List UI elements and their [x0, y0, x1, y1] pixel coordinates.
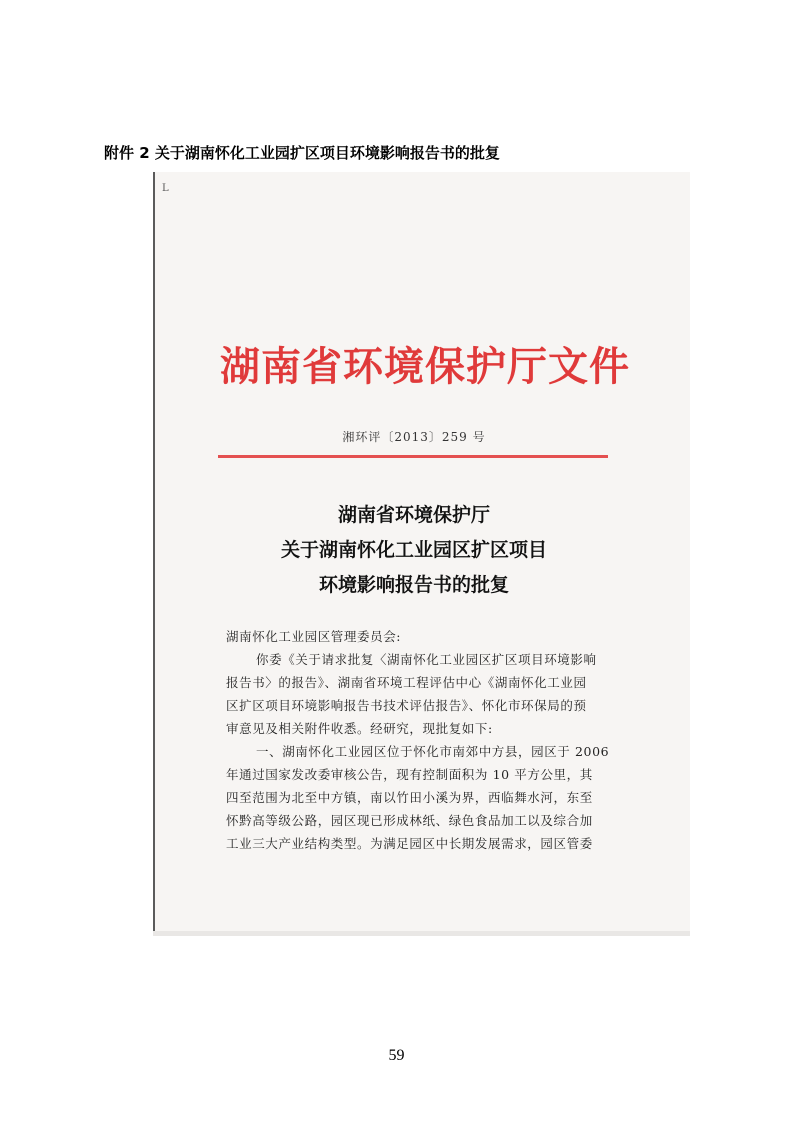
document-number: 湘环评〔2013〕259 号 — [342, 430, 486, 444]
body-line: 报告书〉的报告》、湖南省环境工程评估中心《湖南怀化工业园 — [226, 675, 587, 690]
title-line: 关于湖南怀化工业园区扩区项目 — [280, 539, 547, 561]
title-line: 湖南省环境保护厅 — [337, 504, 490, 526]
body-line: 审意见及相关附件收悉。经研究，现批复如下: — [226, 721, 493, 736]
attachment-caption: 附件 2 关于湖南怀化工业园扩区项目环境影响报告书的批复 — [104, 144, 500, 162]
addressee: 湖南怀化工业园区管理委员会: — [226, 629, 402, 644]
scan-corner-mark: L — [162, 183, 169, 194]
body-line: 年通过国家发改委审核公告，现有控制面积为 10 平方公里，其 — [226, 767, 593, 782]
document-masthead: 湖南省环境保护厅文件 — [220, 344, 630, 390]
body-line: 你委《关于请求批复〈湖南怀化工业园区扩区项目环境影响 — [256, 652, 597, 667]
body-line: 一、湖南怀化工业园区位于怀化市南郊中方县，园区于 2006 — [256, 744, 610, 759]
body-line: 工业三大产业结构类型。为满足园区中长期发展需求，园区管委 — [226, 836, 593, 851]
masthead-red-divider — [218, 455, 608, 458]
body-line: 区扩区项目环境影响报告书技术评估报告》、怀化市环保局的预 — [226, 698, 587, 713]
page-number: 59 — [388, 1047, 405, 1064]
body-line: 四至范围为北至中方镇，南以竹田小溪为界，西临舞水河，东至 — [226, 790, 593, 805]
scan-bottom-edge — [153, 931, 690, 936]
body-line: 怀黔高等级公路，园区现已形成林纸、绿色食品加工以及综合加 — [226, 813, 593, 828]
title-line: 环境影响报告书的批复 — [318, 574, 509, 596]
